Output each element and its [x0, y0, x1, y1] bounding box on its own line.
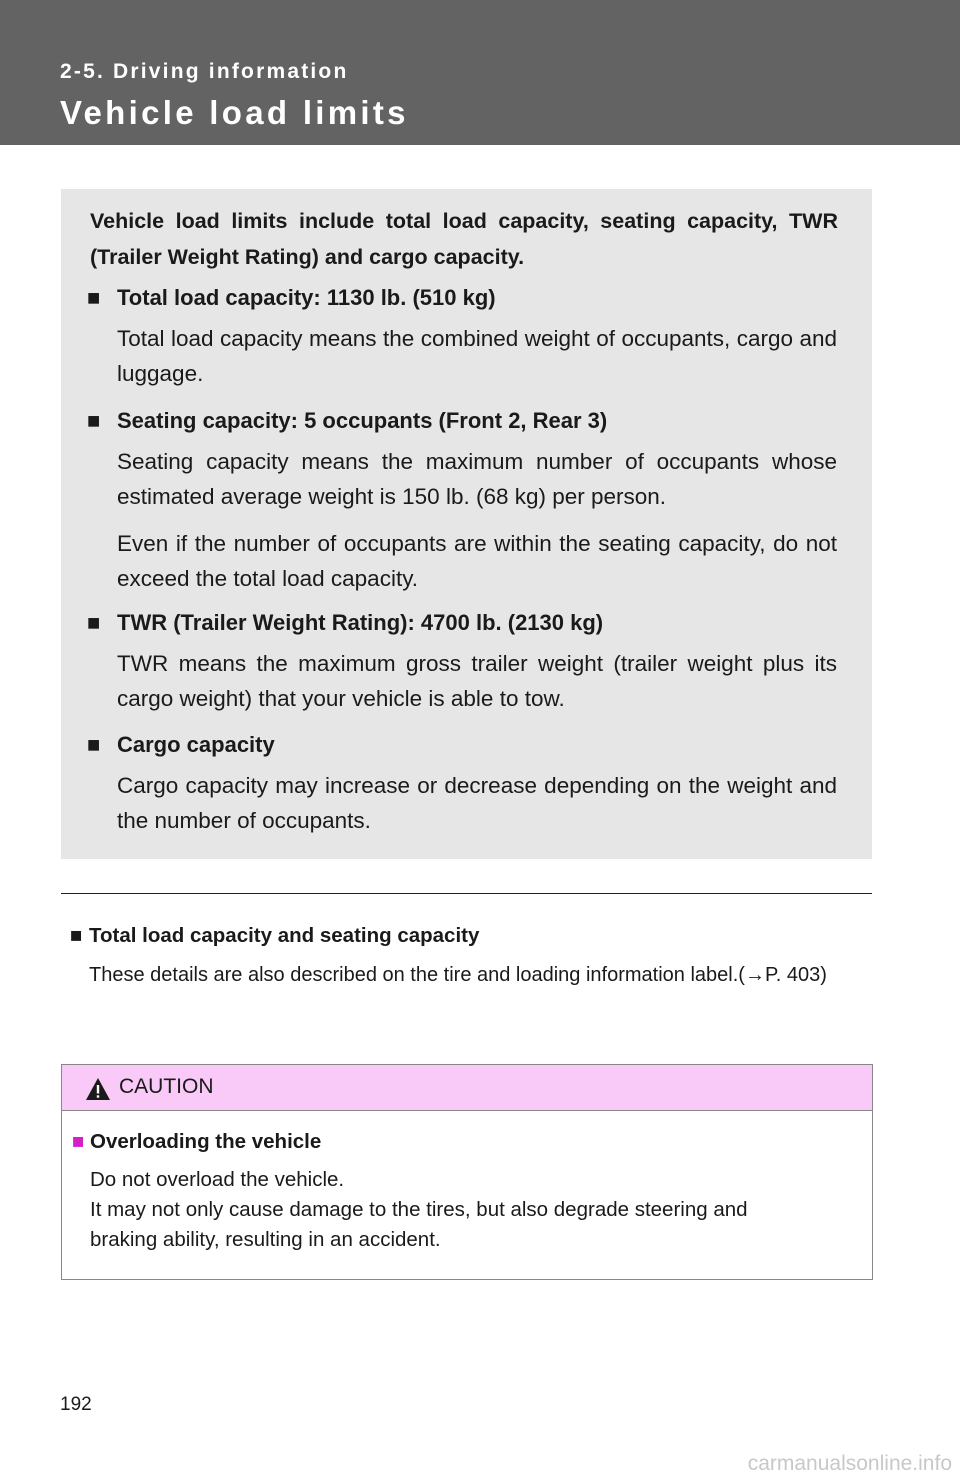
- item-heading: [87, 283, 837, 313]
- caution-item: [72, 1127, 867, 1255]
- intro-box: [61, 189, 872, 859]
- item-paragraph: Cargo capacity may increase or decrease depending on the weight and the number of occupants.: [117, 773, 837, 833]
- note-section: [70, 922, 862, 990]
- page-header: [0, 0, 960, 145]
- item-paragraph: Even if the number of occupants are within the seating capacity, do not exceed the total load capacity.: [117, 531, 837, 591]
- square-bullet-icon: ■: [87, 285, 101, 310]
- caution-heading: [72, 1127, 867, 1157]
- note-heading-text: Total load capacity and seating capacity: [89, 924, 480, 947]
- caution-body: [90, 1165, 867, 1255]
- watermark: carmanualsonline.info: [747, 1452, 952, 1475]
- caution-header: [62, 1065, 872, 1111]
- item-body: [117, 444, 837, 596]
- item-total-load: [87, 283, 837, 391]
- item-heading-text: TWR (Trailer Weight Rating): 4700 lb. (2130 kg): [117, 610, 604, 635]
- note-heading: [70, 922, 862, 950]
- item-heading-text: Cargo capacity: [117, 732, 275, 757]
- square-bullet-icon: ■: [87, 408, 101, 433]
- section-divider: [61, 893, 872, 894]
- caution-label: CAUTION: [119, 1075, 214, 1098]
- page-title: Vehicle load limits: [60, 94, 409, 131]
- item-body: [117, 768, 837, 838]
- page-number: 192: [60, 1394, 92, 1415]
- item-seating-capacity: [87, 406, 837, 596]
- item-twr: [87, 608, 837, 716]
- intro-text: Vehicle load limits include total load capacity, seating capacity, TWR (Trailer Weight Rating) and cargo capacity.: [90, 209, 838, 269]
- item-cargo-capacity: [87, 730, 837, 838]
- item-heading: [87, 730, 837, 760]
- item-heading-text: Seating capacity: 5 occupants (Front 2, Rear 3): [117, 408, 608, 433]
- item-paragraph: Seating capacity means the maximum number of occupants whose estimated average weight is 150 lb. (68 kg) per person.: [117, 449, 837, 509]
- square-bullet-icon: ■: [87, 610, 101, 635]
- square-bullet-icon: ■: [72, 1130, 85, 1153]
- note-body: These details are also described on the tire and loading information label.(→P. 403): [89, 964, 827, 986]
- section-label: 2-5. Driving information: [60, 60, 349, 83]
- caution-line: braking ability, resulting in an accident.: [90, 1228, 441, 1251]
- caution-line: Do not overload the vehicle.: [90, 1168, 345, 1191]
- item-paragraph: Total load capacity means the combined weight of occupants, cargo and luggage.: [117, 326, 837, 386]
- item-body: [117, 646, 837, 716]
- warning-triangle-icon: [85, 1077, 111, 1106]
- caution-line: It may not only cause damage to the tires, but also degrade steering and: [90, 1198, 748, 1221]
- caution-heading-text: Overloading the vehicle: [90, 1130, 322, 1153]
- item-body: [117, 321, 837, 391]
- item-paragraph: TWR means the maximum gross trailer weight (trailer weight plus its cargo weight) that your vehicle is able to tow.: [117, 651, 837, 711]
- item-heading: [87, 406, 837, 436]
- item-heading-text: Total load capacity: 1130 lb. (510 kg): [117, 285, 496, 310]
- caution-box: [61, 1064, 873, 1280]
- square-bullet-icon: ■: [87, 732, 101, 757]
- square-bullet-icon: ■: [70, 924, 83, 947]
- item-heading: [87, 608, 837, 638]
